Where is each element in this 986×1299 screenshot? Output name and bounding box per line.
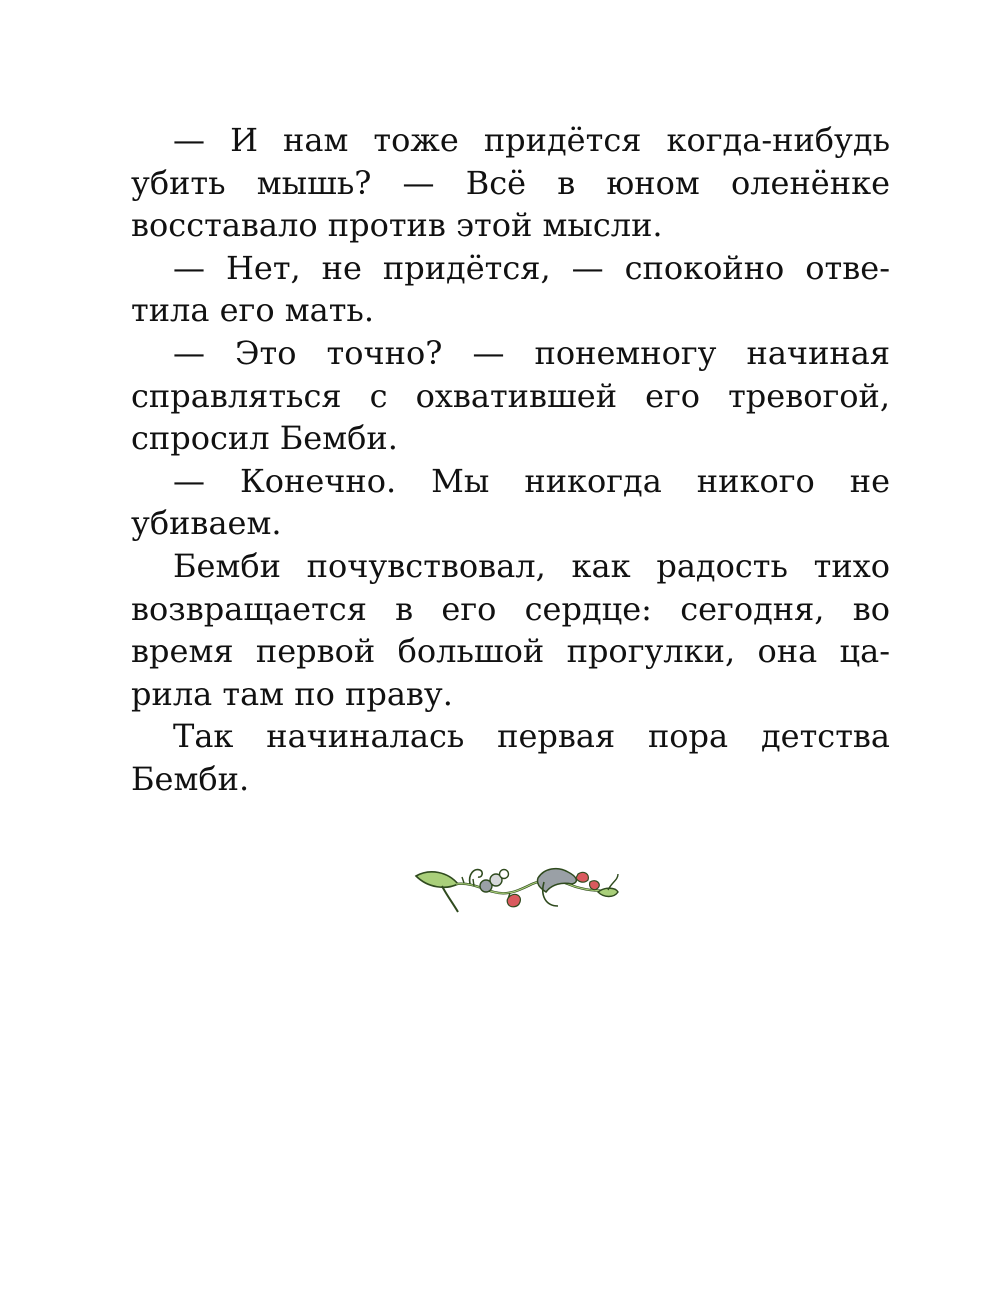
text-line-5: тила его мать. bbox=[131, 291, 375, 330]
text-line-12: возвращается в его сердце: сегодня, во bbox=[131, 589, 890, 628]
floral-vine-ornament-icon bbox=[412, 862, 622, 920]
text-line-3: восставало против этой мысли. bbox=[131, 206, 663, 245]
text-line-13: время первой большой прогулки, она ца- bbox=[131, 632, 890, 671]
text-line-7: справляться с охватившей его тревогой, bbox=[131, 376, 890, 415]
text-line-16: Бемби. bbox=[131, 759, 250, 798]
text-line-2: убить мышь? — Всё в юном оленёнке bbox=[131, 163, 890, 202]
text-line-4: — Нет, не придётся, — спокойно отве- bbox=[173, 248, 890, 287]
text-line-8: спросил Бемби. bbox=[131, 419, 398, 458]
text-line-9: — Конечно. Мы никогда никого не bbox=[173, 461, 890, 500]
text-line-15: Так начиналась первая пора детства bbox=[173, 717, 890, 756]
story-text bbox=[131, 119, 890, 801]
text-line-11: Бемби почувствовал, как радость тихо bbox=[173, 546, 890, 585]
text-line-6: — Это точно? — понемногу начиная bbox=[173, 333, 890, 372]
text-line-14: рила там по праву. bbox=[131, 674, 453, 713]
text-line-1: — И нам тоже придётся когда-нибудь bbox=[173, 121, 890, 159]
text-line-10: убиваем. bbox=[131, 504, 282, 543]
